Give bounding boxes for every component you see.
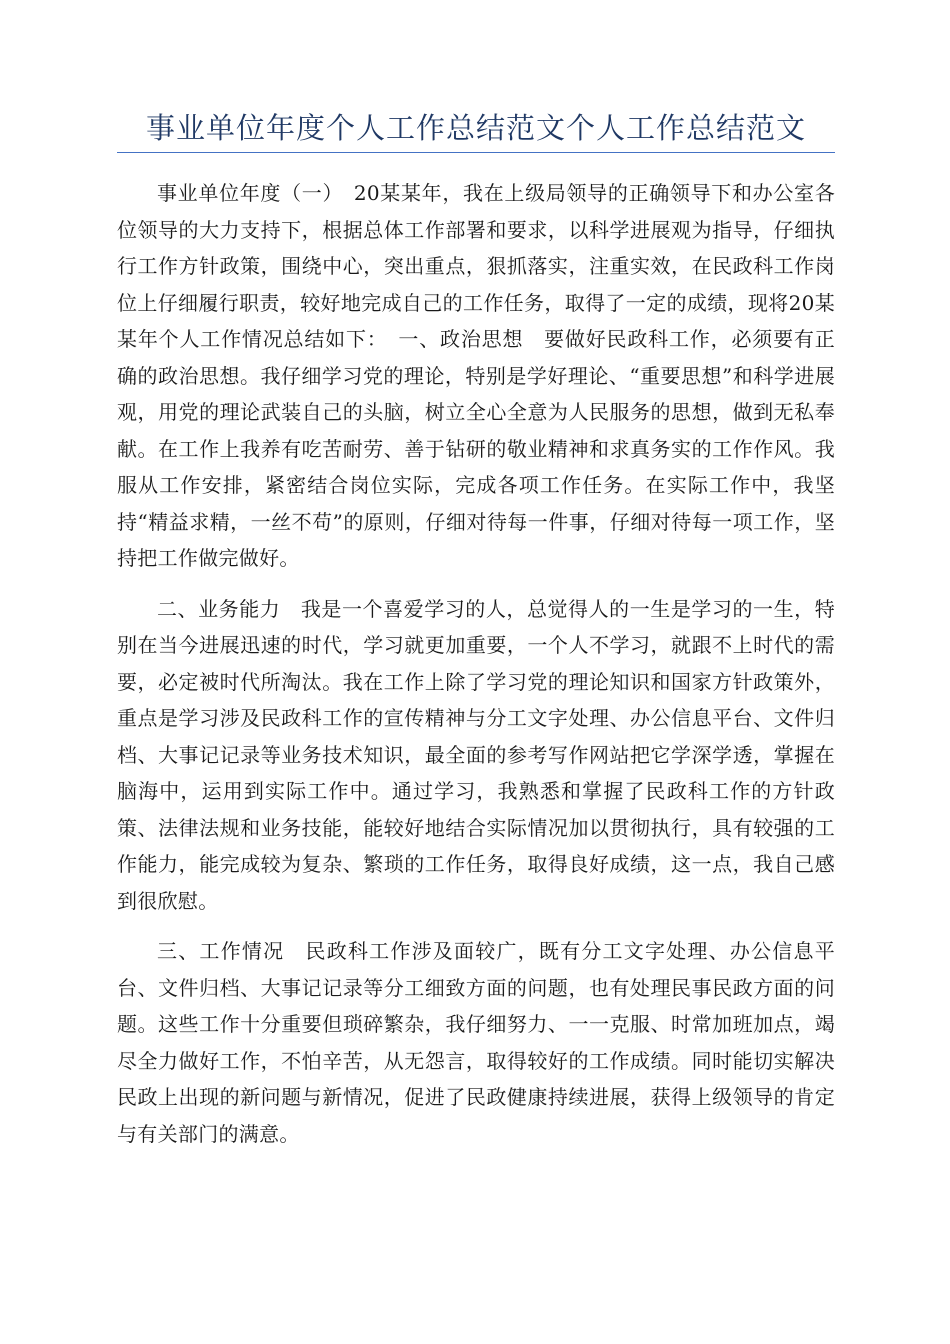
document-page bbox=[117, 108, 835, 1152]
paragraph-work-situation: 三、工作情况 民政科工作涉及面较广，既有分工文字处理、办公信息平台、文件归档、大事记记录等分工细致方面的问题，也有处理民事民政方面的问题。这些工作十分重要但琐碎繁杂，我仔细努力、一一克服、时常加班加点，竭尽全力做好工作，不怕辛苦，从无怨言，取得较好的工作成绩。同时能切实解决民政上出现的新问题与新情况，促进了民政健康持续进展，获得上级领导的肯定与有关部门的满意。 bbox=[117, 939, 835, 1146]
document-title: 事业单位年度个人工作总结范文个人工作总结范文 bbox=[117, 108, 835, 153]
document-body bbox=[117, 175, 835, 1152]
paragraph-business-ability: 二、业务能力 我是一个喜爱学习的人，总觉得人的一生是学习的一生，特别在当今进展迅速的时代，学习就更加重要，一个人不学习，就跟不上时代的需要，必定被时代所淘汰。我在工作上除了学习党的理论知识和国家方针政策外，重点是学习涉及民政科工作的宣传精神与分工文字处理、办公信息平台、文件归档、大事记记录等业务技术知识，最全面的参考写作网站把它学深学透，掌握在脑海中，运用到实际工作中。通过学习，我熟悉和掌握了民政科工作的方针政策、法律法规和业务技能，能较好地结合实际情况加以贯彻执行，具有较强的工作能力，能完成较为复杂、繁琐的工作任务，取得良好成绩，这一点，我自己感到很欣慰。 bbox=[117, 596, 835, 913]
paragraph-intro-political: 事业单位年度（一） 20某某年，我在上级局领导的正确领导下和办公室各位领导的大力支持下，根据总体工作部署和要求，以科学进展观为指导，仔细执行工作方针政策，围绕中心，突出重点，狠抓落实，注重实效，在民政科工作岗位上仔细履行职责，较好地完成自己的工作任务，取得了一定的成绩，现将20某某年个人工作情况总结如下： 一、政治思想 要做好民政科工作，必须要有正确的政治思想。我仔细学习党的理论，特别是学好理论、“重要思想”和科学进展观，用党的理论武装自己的头脑，树立全心全意为人民服务的思想，做到无私奉献。在工作上我养有吃苦耐劳、善于钻研的敬业精神和求真务实的工作作风。我服从工作安排，紧密结合岗位实际，完成各项工作任务。在实际工作中，我坚持“精益求精，一丝不苟”的原则，仔细对待每一件事，仔细对待每一项工作，坚持把工作做完做好。 bbox=[117, 181, 835, 570]
